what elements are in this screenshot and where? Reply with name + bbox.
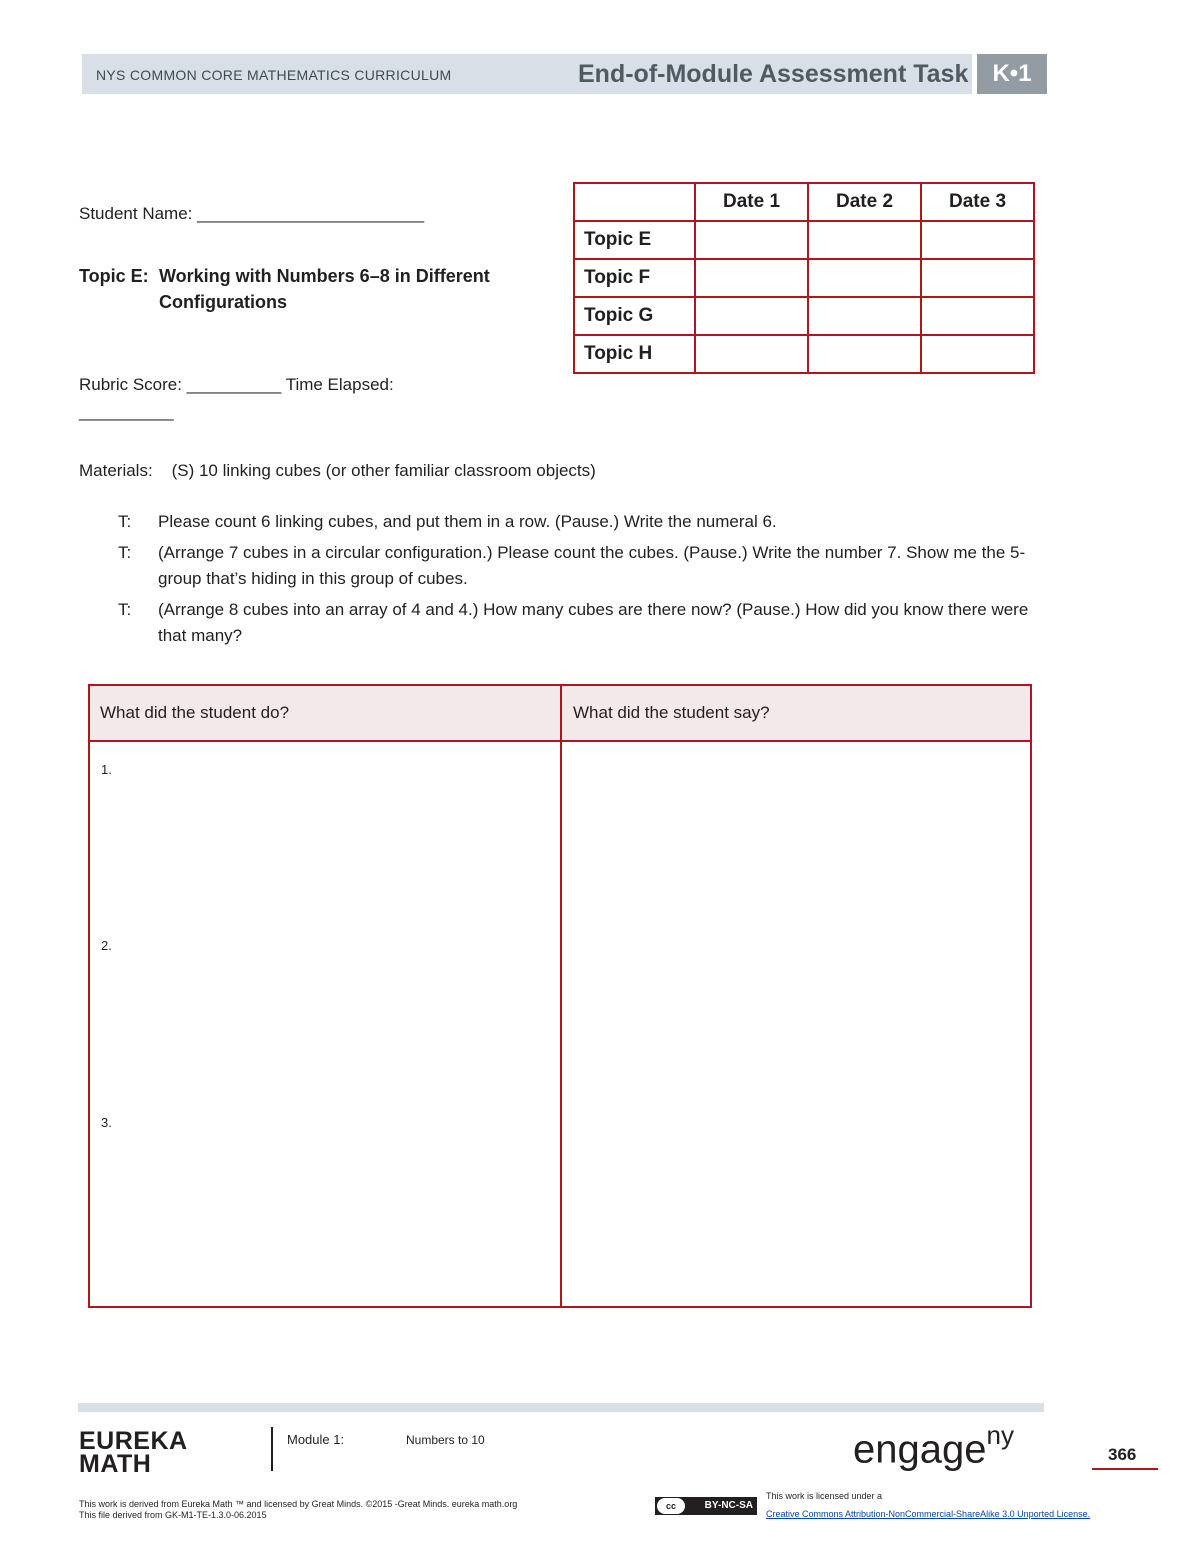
topic-label: Topic E: [79,266,149,286]
observation-item-number: 2. [101,938,112,953]
date-cell[interactable] [808,297,921,335]
date-cell[interactable] [921,221,1034,259]
date-1-header: Date 1 [695,183,808,221]
date-cell[interactable] [695,335,808,373]
curriculum-label: NYS COMMON CORE MATHEMATICS CURRICULUM [96,67,452,83]
rubric-blank[interactable]: __________ [186,375,282,394]
module-label: Module 1: [287,1432,345,1447]
footer-bar [78,1403,1044,1412]
column-divider [560,686,562,1306]
instruction-text: (Arrange 7 cubes in a circular configuration.) Please count the cubes. (Pause.) Write the number 7. Show me the 5-group that’s hiding in this group of cubes. [158,543,1026,588]
date-cell[interactable] [808,259,921,297]
student-name-row [79,204,424,224]
table-row [574,335,1034,373]
page-number: 366 [1108,1445,1137,1464]
date-table [573,182,1035,374]
engageny-logo [853,1420,1014,1472]
derived-line-2: This file derived from GK-M1-TE-1.3.0-06.2015 [79,1510,267,1520]
task-title: End-of-Module Assessment Task [578,60,969,88]
grade-badge: K•1 [977,54,1047,94]
time-elapsed-label: Time Elapsed: [285,375,394,394]
engage-sup: ny [986,1420,1014,1450]
date-cell[interactable] [695,259,808,297]
instruction-text: (Arrange 8 cubes into an array of 4 and 4.) How many cubes are there now? (Pause.) How did you know there were that many? [158,600,1029,645]
rubric-row [79,375,394,395]
table-row [574,221,1034,259]
date-cell[interactable] [695,297,808,335]
topic-heading [79,263,490,312]
materials-text: (S) 10 linking cubes (or other familiar classroom objects) [171,461,596,480]
page-number-underline [1092,1468,1158,1470]
cc-license-badge [655,1497,757,1515]
instruction-text: Please count 6 linking cubes, and put them in a row. (Pause.) Write the numeral 6. [158,512,777,531]
materials-label: Materials: [79,461,153,480]
date-3-header: Date 3 [921,183,1034,221]
date-2-header: Date 2 [808,183,921,221]
date-table-header-row [574,183,1034,221]
date-cell[interactable] [921,297,1034,335]
observation-item-number: 3. [101,1115,112,1130]
date-cell[interactable] [808,221,921,259]
topic-row-label: Topic G [574,297,695,335]
engage-text: engage [853,1427,987,1472]
materials-row [79,461,596,481]
license-link[interactable]: Creative Commons Attribution-NonCommercial-ShareAlike 3.0 Unported License. [766,1509,1091,1519]
observation-table [88,684,1032,1308]
student-name-blank[interactable]: ________________________ [197,204,425,223]
table-row [574,297,1034,335]
instruction-speaker: T: [118,512,132,531]
logo-line-2: MATH [79,1450,152,1478]
table-row [574,259,1034,297]
time-elapsed-blank[interactable]: __________ [79,402,174,421]
student-name-label: Student Name: [79,204,193,223]
cc-icon: cc [657,1498,685,1514]
topic-title: Working with Numbers 6–8 in Different Configurations [159,266,490,312]
date-cell[interactable] [921,335,1034,373]
license-line-1: This work is licensed under a [766,1491,883,1501]
footer-divider [271,1427,273,1471]
instruction-speaker: T: [118,600,132,619]
topic-row-label: Topic E [574,221,695,259]
date-cell[interactable] [921,259,1034,297]
rubric-label: Rubric Score: [79,375,182,394]
module-title: Numbers to 10 [406,1433,485,1447]
instruction-speaker: T: [118,543,132,562]
student-say-area[interactable] [564,742,1030,1306]
derived-line-1: This work is derived from Eureka Math ™ and licensed by Great Minds. ©2015 -Great Minds. eureka math.org [79,1499,518,1509]
date-cell[interactable] [695,221,808,259]
date-cell[interactable] [808,335,921,373]
topic-row-label: Topic F [574,259,695,297]
eureka-math-logo [79,1427,188,1478]
cc-badge-text: BY-NC-SA [704,1500,753,1511]
topic-row-label: Topic H [574,335,695,373]
student-do-area[interactable] [92,742,558,1306]
date-table-corner [574,183,695,221]
logo-line-1: EUREKA [79,1427,188,1455]
student-say-header: What did the student say? [573,703,770,722]
student-do-header: What did the student do? [100,703,290,722]
observation-item-number: 1. [101,762,112,777]
